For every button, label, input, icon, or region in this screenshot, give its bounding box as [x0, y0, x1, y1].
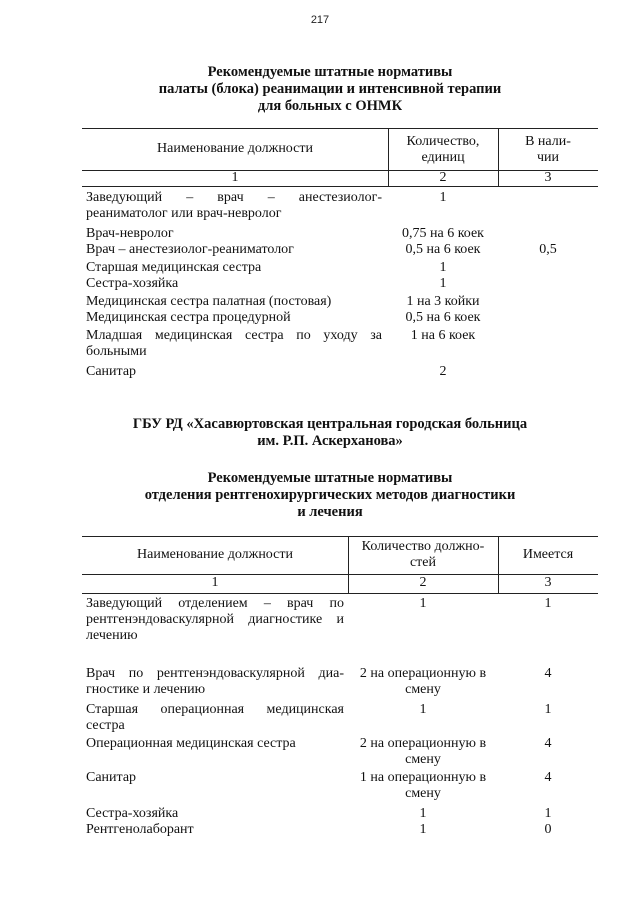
cell-line: Санитар	[86, 770, 137, 785]
cell-line: Медицинская сестра палатная (постовая)	[86, 294, 332, 309]
table2-cell-name	[86, 736, 344, 752]
page-number: 217	[310, 14, 330, 26]
table2-cell-quantity	[348, 770, 498, 802]
table1-cell-name	[86, 226, 382, 242]
cell-line: Медицинская сестра процедурной	[86, 310, 291, 325]
cell-line: 1 на операционную в	[359, 770, 487, 785]
cell-line: Рентгенолаборант	[86, 822, 194, 837]
table1-colnum-3: 3	[544, 170, 552, 185]
table1-cell-quantity: 1 на 3 койки	[406, 294, 480, 309]
table1-cell-name	[86, 310, 382, 326]
table1-cell-name	[86, 190, 382, 222]
table2-cell-name	[86, 596, 344, 644]
table2-cell-available: 4	[544, 770, 552, 785]
cell-line: лечению	[86, 628, 138, 643]
table2-cell-name	[86, 702, 344, 734]
table2-cell-quantity	[348, 596, 498, 612]
table1-cell-available: 0,5	[539, 242, 557, 257]
cell-line: рентгенэндоваскулярной диагностике и	[86, 612, 344, 627]
cell-line: 1	[419, 596, 427, 611]
cell-line: Врач-невролог	[86, 226, 174, 241]
table1-colnum-2: 2	[439, 170, 447, 185]
cell-line: смену	[405, 786, 441, 801]
table2-colnum-3: 3	[544, 575, 552, 590]
cell-line: смену	[405, 682, 441, 697]
table2-cell-name	[86, 806, 344, 822]
table2-cell-available: 1	[544, 806, 552, 821]
table2-cell-name	[86, 666, 344, 698]
table1-cell-quantity: 0,5 на 6 коек	[405, 310, 481, 325]
hospital-title-line: им. Р.П. Аскерханова»	[257, 433, 403, 449]
table2-header-available: Имеется	[522, 547, 574, 562]
cell-line: 1	[419, 806, 427, 821]
cell-line: больными	[86, 344, 147, 359]
table2-cell-quantity	[348, 702, 498, 718]
cell-line: 1	[419, 822, 427, 837]
cell-line: 2 на операционную в	[359, 666, 487, 681]
table2-colnum-2: 2	[419, 575, 427, 590]
table2-cell-available: 1	[544, 596, 552, 611]
cell-line: Старшая медицинская сестра	[86, 260, 262, 275]
hospital-title	[60, 416, 600, 450]
cell-line: Сестра-хозяйка	[86, 276, 179, 291]
cell-line: Врач по рентгенэндоваскулярной диа-	[86, 666, 344, 681]
section1-title-line: для больных с ОНМК	[257, 98, 403, 114]
table1-header-name: Наименование должности	[157, 141, 313, 156]
table1-cell-quantity: 1	[439, 276, 447, 291]
table2-cell-available: 4	[544, 736, 552, 751]
table1-cell-name	[86, 260, 382, 276]
cell-line: реаниматолог или врач-невролог	[86, 206, 282, 221]
table2-cell-name	[86, 822, 344, 838]
table1-cell-quantity: 2	[439, 364, 447, 379]
table2-header-quantity: Количество должно- стей	[361, 539, 485, 570]
table1-cell-quantity: 0,5 на 6 коек	[405, 242, 481, 257]
table1-cell-name	[86, 328, 382, 360]
table2-header-name: Наименование должности	[137, 547, 293, 562]
section2-title-line: отделения рентгенохирургических методов диагностики	[144, 487, 516, 503]
section2-title-line: и лечения	[297, 504, 363, 520]
table1-header-quantity: Количество, единиц	[406, 134, 480, 165]
section2-title	[60, 470, 600, 521]
hospital-title-line: ГБУ РД «Хасавюртовская центральная городская больница	[132, 416, 528, 432]
table1-header-available: В нали- чии	[525, 134, 571, 165]
table2-cell-available: 4	[544, 666, 552, 681]
cell-line: Сестра-хозяйка	[86, 806, 179, 821]
table2-cell-quantity	[348, 666, 498, 698]
section2-table	[82, 536, 598, 846]
cell-line: Врач – анестезиолог-реаниматолог	[86, 242, 294, 257]
table1-cell-quantity: 1 на 6 коек	[410, 328, 476, 343]
table1-colnum-1: 1	[231, 170, 239, 185]
section1-title-line: палаты (блока) реанимации и интенсивной терапии	[158, 81, 502, 97]
table2-colnum-1: 1	[211, 575, 219, 590]
cell-line: Старшая операционная медицинская	[86, 702, 344, 717]
cell-line: 1	[419, 702, 427, 717]
table2-cell-available: 1	[544, 702, 552, 717]
cell-line: 2 на операционную в	[359, 736, 487, 751]
table1-cell-name	[86, 294, 382, 310]
table1-cell-quantity: 1	[439, 190, 447, 205]
section1-title	[60, 64, 600, 115]
table1-cell-quantity: 0,75 на 6 коек	[402, 226, 484, 241]
section1-title-line: Рекомендуемые штатные нормативы	[207, 64, 453, 80]
cell-line: Младшая медицинская сестра по уходу за	[86, 328, 382, 343]
cell-line: гностике и лечению	[86, 682, 206, 697]
section2-title-line: Рекомендуемые штатные нормативы	[207, 470, 453, 486]
table2-cell-quantity	[348, 806, 498, 822]
table2-cell-quantity	[348, 822, 498, 838]
table2-cell-available: 0	[544, 822, 552, 837]
table2-cell-quantity	[348, 736, 498, 768]
cell-line: Заведующий – врач – анестезиолог-	[86, 190, 382, 205]
table1-cell-name	[86, 242, 382, 258]
section1-table	[82, 128, 598, 388]
table2-cell-name	[86, 770, 344, 786]
cell-line: сестра	[86, 718, 125, 733]
cell-line: Санитар	[86, 364, 137, 379]
table1-cell-name	[86, 364, 382, 380]
cell-line: Операционная медицинская сестра	[86, 736, 296, 751]
cell-line: смену	[405, 752, 441, 767]
table1-cell-name	[86, 276, 382, 292]
table1-cell-quantity: 1	[439, 260, 447, 275]
cell-line: Заведующий отделением – врач по	[86, 596, 344, 611]
